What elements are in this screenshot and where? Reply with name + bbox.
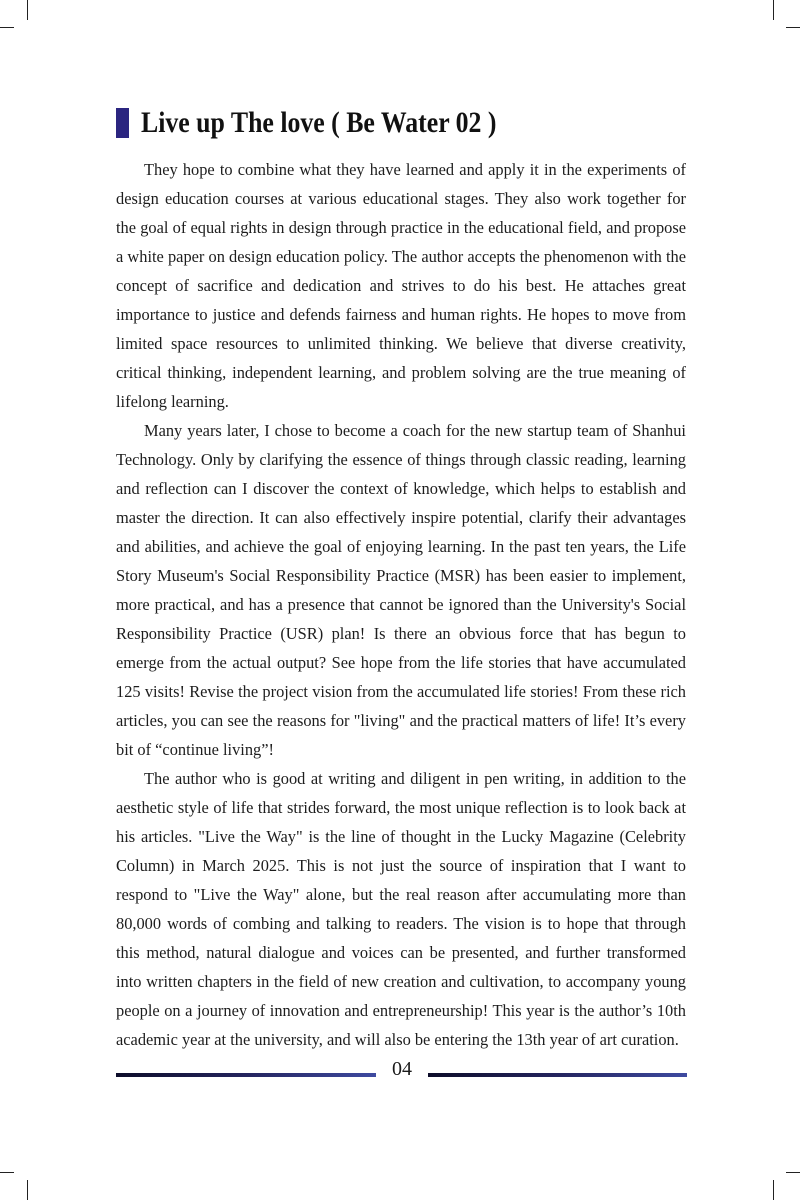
crop-mark-top-right-h <box>786 27 800 28</box>
crop-mark-top-right <box>773 0 774 20</box>
crop-mark-bottom-left-h <box>0 1172 14 1173</box>
crop-mark-bottom-left <box>27 1180 28 1200</box>
heading <box>116 106 554 140</box>
title-accent-bar <box>116 108 129 138</box>
page-footer <box>116 1058 687 1082</box>
crop-mark-bottom-right-h <box>786 1172 800 1173</box>
crop-mark-top-left-h <box>0 27 14 28</box>
footer-rule-left <box>116 1073 376 1077</box>
crop-mark-bottom-right <box>773 1180 774 1200</box>
footer-rule-right <box>428 1073 687 1077</box>
page-title: Live up The love ( Be Water 02 ) <box>141 106 497 139</box>
crop-mark-top-left <box>27 0 28 20</box>
article-body <box>116 155 686 1054</box>
paragraph-1: They hope to combine what they have learned and apply it in the experiments of design education courses at various educational stages. They also work together for the goal of equal rights in design through practice in the educational field, and propose a white paper on design education policy. The author accepts the phenomenon with the concept of sacrifice and dedication and strives to do his best. He attaches great importance to justice and defends fairness and human rights. He hopes to move from limited space resources to unlimited thinking. We believe that diverse creativity, critical thinking, independent learning, and problem solving are the true meaning of lifelong learning. <box>116 160 686 411</box>
paragraph-2: Many years later, I chose to become a coach for the new startup team of Shanhui Technology. Only by clarifying the essence of things through classic reading, learning and reflection can I discover the context of knowledge, which helps to establish and master the direction. It can also effectively inspire potential, clarify their advantages and abilities, and achieve the goal of enjoying learning. In the past ten years, the Life Story Museum's Social Responsibility Practice (MSR) has been easier to implement, more practical, and has a presence that cannot be ignored than the University's Social Responsibility Practice (USR) plan! Is there an obvious force that has begun to emerge from the actual output? See hope from the life stories that have accumulated 125 visits! Revise the project vision from the accumulated life stories! From these rich articles, you can see the reasons for "living" and the practical matters of life! It’s every bit of “continue living”! <box>116 421 686 759</box>
page-number: 04 <box>392 1058 412 1080</box>
paragraph-3: The author who is good at writing and diligent in pen writing, in addition to the aesthetic style of life that strides forward, the most unique reflection is to look back at his articles. "Live the Way" is the line of thought in the Lucky Magazine (Celebrity Column) in March 2025. This is not just the source of inspiration that I want to respond to "Live the Way" alone, but the real reason after accumulating more than 80,000 words of combing and talking to readers. The vision is to hope that through this method, natural dialogue and voices can be presented, and further transformed into written chapters in the field of new creation and cultivation, to accompany young people on a journey of innovation and entrepreneurship! This year is the author’s 10th academic year at the university, and will also be entering the 13th year of art curation. <box>116 769 686 1049</box>
